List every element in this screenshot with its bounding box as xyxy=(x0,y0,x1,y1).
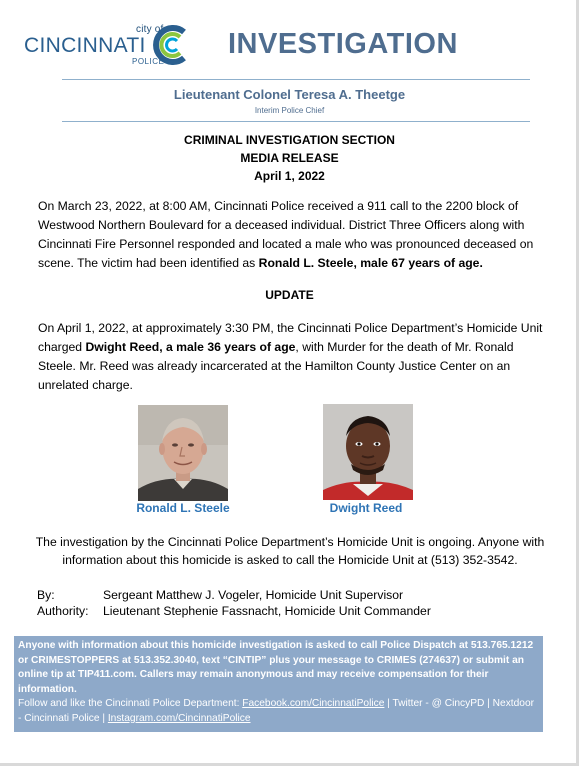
update-paragraph xyxy=(38,319,548,395)
chief-title: Interim Police Chief xyxy=(254,106,325,115)
suspect-photo xyxy=(323,404,413,500)
by-label: By: xyxy=(37,588,55,602)
logo-city-of: city of xyxy=(136,24,164,35)
section-heading: CRIMINAL INVESTIGATION SECTION xyxy=(184,133,395,147)
tip-info-footer xyxy=(14,636,543,732)
incident-text: On March 23, 2022, at 8:00 AM, Cincinnati Police received a 911 call to the 2200 block of Westwood Northern Boulevard for a deceased individual. District Three Officers along with Cincinnati Fire Personnel responded and located a male who was pronounced deceased on scene. The victim had been identified as xyxy=(38,199,534,270)
release-date: April 1, 2022 xyxy=(254,169,325,183)
release-type: MEDIA RELEASE xyxy=(240,151,339,165)
twitter-nextdoor-text: | Twitter - @ CincyPD | Nextdoor - Cincinnati Police | xyxy=(18,698,535,724)
by-value: Sergeant Matthew J. Vogeler, Homicide Unit Supervisor xyxy=(103,588,404,602)
page-title: INVESTIGATION xyxy=(228,28,458,60)
instagram-link[interactable]: Instagram.com/CincinnatiPolice xyxy=(107,712,251,724)
authority-label: Authority: xyxy=(37,604,89,618)
suspect-caption: Dwight Reed xyxy=(329,501,403,515)
victim-photo xyxy=(138,405,228,501)
header-divider-bottom xyxy=(62,121,530,122)
victim-caption: Ronald L. Steele xyxy=(136,501,230,515)
victim-identity: Ronald L. Steele, male 67 years of age. xyxy=(258,256,483,270)
authority-value: Lieutenant Stephenie Fassnacht, Homicide Unit Commander xyxy=(103,604,431,618)
logo-police: POLICE xyxy=(132,57,165,66)
tip-instructions: Anyone with information about this homicide investigation is asked to call Police Dispatch at 513.765.1212 or CRIMESTOPPERS at 513.352.3040, text “CINTIP” plus your message to CRIMES (274637) or submit an online tip at TIP411.com. Callers may remain anonymous and may receive compensation for their information. xyxy=(18,640,534,695)
logo-c-mark-icon xyxy=(146,20,196,70)
follow-text: Follow and like the Cincinnati Police Department: xyxy=(18,698,243,709)
logo-city-name: CINCINNATI xyxy=(24,34,146,57)
update-text-a: On April 1, 2022, at approximately 3:30 PM, the Cincinnati Police Department’s Homicide Unit charged xyxy=(38,321,543,354)
update-text-b: , with Murder for the death of Mr. Ronald Steele. Mr. Reed was already incarcerated at the Hamilton County Justice Center on an unrelated charge. xyxy=(38,340,514,392)
chief-name: Lieutenant Colonel Teresa A. Theetge xyxy=(173,87,406,102)
header-divider-top xyxy=(62,79,530,80)
facebook-link[interactable]: Facebook.com/CincinnatiPolice xyxy=(242,698,385,709)
cincinnati-police-logo xyxy=(24,22,196,68)
social-links xyxy=(18,697,539,726)
closing-paragraph: The investigation by the Cincinnati Police Department’s Homicide Unit is ongoing. Anyone with information about this homicide is asked to call the Homicide Unit at (513) 352-3542. xyxy=(35,535,545,567)
incident-paragraph xyxy=(38,197,548,273)
suspect-identity: Dwight Reed, a male 36 years of age xyxy=(85,340,296,354)
update-heading: UPDATE xyxy=(265,288,314,302)
